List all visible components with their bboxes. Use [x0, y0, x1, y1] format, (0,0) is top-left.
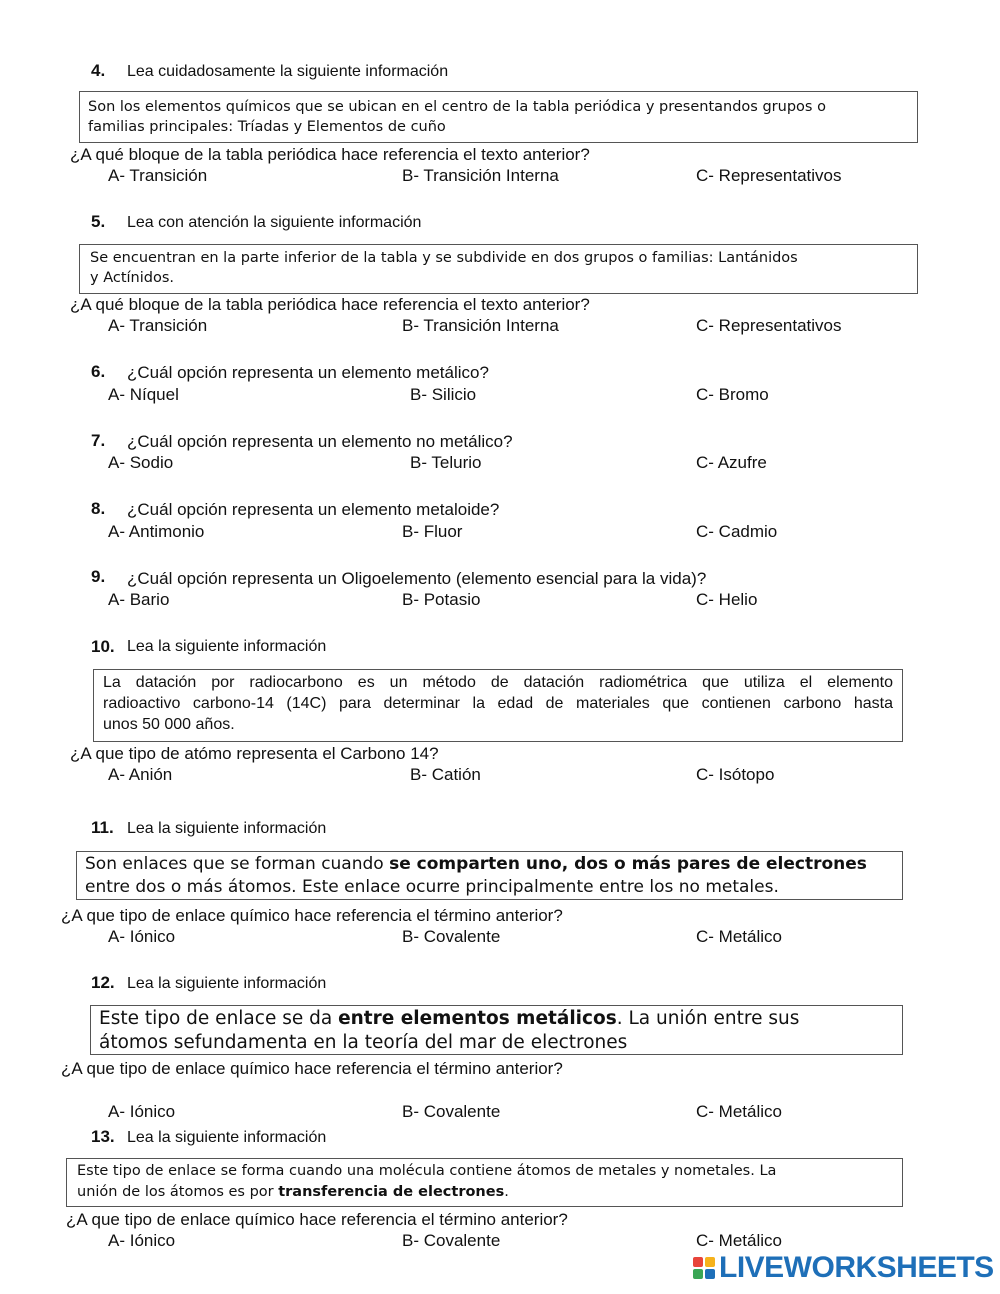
option-c[interactable]: C- Representativos [696, 166, 842, 185]
option-a[interactable]: A- Transición [108, 166, 208, 185]
info-bold-text: se comparten uno, dos o más pares de electrones [389, 854, 867, 874]
option-c[interactable]: C- Metálico [696, 1231, 782, 1250]
question-prompt: Lea la siguiente información [127, 1129, 327, 1146]
option-b[interactable]: B- Potasio [402, 590, 481, 609]
question-number: 8. [91, 499, 106, 518]
option-a[interactable]: A- Iónico [108, 1231, 176, 1250]
info-text: Este tipo de enlace se da [99, 1008, 339, 1029]
question-number: 12. [91, 973, 115, 992]
question-number: 10. [91, 637, 115, 656]
option-b[interactable]: B- Telurio [410, 453, 482, 472]
info-box [93, 669, 903, 742]
question-prompt: Lea la siguiente información [127, 820, 327, 837]
info-line: La datación por radiocarbono es un método de datación radiométrica que utiliza el elemento [103, 674, 893, 691]
info-bold-text: transferencia de electrones [278, 1184, 505, 1200]
question-prompt: ¿Cuál opción representa un Oligoelemento (elemento esencial para la vida)? [127, 569, 707, 588]
info-line: entre dos o más átomos. Este enlace ocurre principalmente entre los no metales. [85, 877, 779, 897]
info-line [99, 1007, 894, 1031]
info-line: Este tipo de enlace se forma cuando una molécula contiene átomos de metales y nometales. La [77, 1163, 777, 1179]
option-a[interactable]: A- Transición [108, 316, 208, 335]
question-number: 13. [91, 1127, 115, 1146]
info-text: Son enlaces que se forman cuando [85, 854, 390, 874]
option-a[interactable]: A- Bario [108, 590, 170, 609]
option-a[interactable]: A- Níquel [108, 385, 179, 404]
option-b[interactable]: B- Fluor [402, 522, 463, 541]
option-c[interactable]: C- Representativos [696, 316, 842, 335]
info-line: átomos sefundamenta en la teoría del mar de electrones [99, 1032, 628, 1053]
info-line [77, 1182, 892, 1203]
question-number: 9. [91, 567, 106, 586]
option-a[interactable]: A- Iónico [108, 1102, 176, 1121]
question-prompt: ¿Cuál opción representa un elemento metálico? [127, 363, 489, 382]
question-prompt: Lea la siguiente información [127, 638, 327, 655]
question-number: 6. [91, 362, 106, 381]
info-box [76, 851, 903, 900]
info-line: familias principales: Tríadas y Elementos de cuño [88, 119, 446, 135]
question-ask: ¿A que tipo de enlace químico hace referencia el término anterior? [61, 906, 563, 925]
question-prompt: ¿Cuál opción representa un elemento metaloide? [127, 500, 500, 519]
question-ask: ¿A qué bloque de la tabla periódica hace referencia el texto anterior? [70, 295, 590, 314]
question-prompt: ¿Cuál opción representa un elemento no metálico? [127, 432, 513, 451]
info-line: unos 50 000 años. [103, 716, 235, 733]
option-b[interactable]: B- Covalente [402, 1231, 501, 1250]
info-box [79, 91, 918, 143]
option-b[interactable]: B- Covalente [402, 1102, 501, 1121]
question-ask: ¿A que tipo de enlace químico hace referencia el término anterior? [61, 1059, 563, 1078]
question-ask: ¿A que tipo de atómo representa el Carbono 14? [70, 744, 439, 763]
question-number: 11. [91, 818, 114, 837]
logo-text: LIVEWORKSHEETS [719, 1251, 994, 1284]
option-a[interactable]: A- Anión [108, 765, 173, 784]
option-b[interactable]: B- Silicio [410, 385, 477, 404]
question-prompt: Lea con atención la siguiente información [127, 214, 422, 231]
info-box [90, 1005, 903, 1055]
option-c[interactable]: C- Cadmio [696, 522, 778, 541]
option-c[interactable]: C- Metálico [696, 927, 782, 946]
info-line [85, 853, 894, 876]
info-bold-text: entre elementos metálicos [338, 1008, 617, 1029]
question-number: 5. [91, 212, 106, 231]
question-number: 7. [91, 431, 106, 450]
option-b[interactable]: B- Covalente [402, 927, 501, 946]
info-text: unión de los átomos es por [77, 1184, 279, 1200]
info-box [79, 244, 918, 294]
option-a[interactable]: A- Iónico [108, 927, 176, 946]
info-text: . La unión entre sus [616, 1008, 800, 1029]
option-c[interactable]: C- Azufre [696, 453, 767, 472]
info-line: radioactivo carbono-14 (14C) para determinar la edad de materiales que contienen carbono hasta [103, 695, 893, 712]
option-c[interactable]: C- Isótopo [696, 765, 775, 784]
question-prompt: Lea cuidadosamente la siguiente información [127, 63, 449, 80]
info-line: y Actínidos. [90, 270, 174, 286]
logo-mark-icon [693, 1257, 715, 1279]
option-b[interactable]: B- Transición Interna [402, 166, 559, 185]
option-c[interactable]: C- Bromo [696, 385, 769, 404]
info-box [66, 1158, 903, 1207]
option-b[interactable]: B- Catión [410, 765, 481, 784]
option-c[interactable]: C- Metálico [696, 1102, 782, 1121]
option-a[interactable]: A- Antimonio [108, 522, 205, 541]
info-line: Se encuentran en la parte inferior de la tabla y se subdivide en dos grupos o familias: Lantánidos [90, 250, 798, 266]
info-line: Son los elementos químicos que se ubican en el centro de la tabla periódica y presentandos grupos o [88, 99, 826, 115]
liveworksheets-logo [693, 1253, 994, 1283]
question-prompt: Lea la siguiente información [127, 975, 327, 992]
option-b[interactable]: B- Transición Interna [402, 316, 559, 335]
question-ask: ¿A qué bloque de la tabla periódica hace referencia el texto anterior? [70, 145, 590, 164]
info-text: . [504, 1184, 509, 1200]
option-c[interactable]: C- Helio [696, 590, 758, 609]
question-ask: ¿A que tipo de enlace químico hace referencia el término anterior? [66, 1210, 568, 1229]
option-a[interactable]: A- Sodio [108, 453, 174, 472]
question-number: 4. [91, 61, 106, 80]
